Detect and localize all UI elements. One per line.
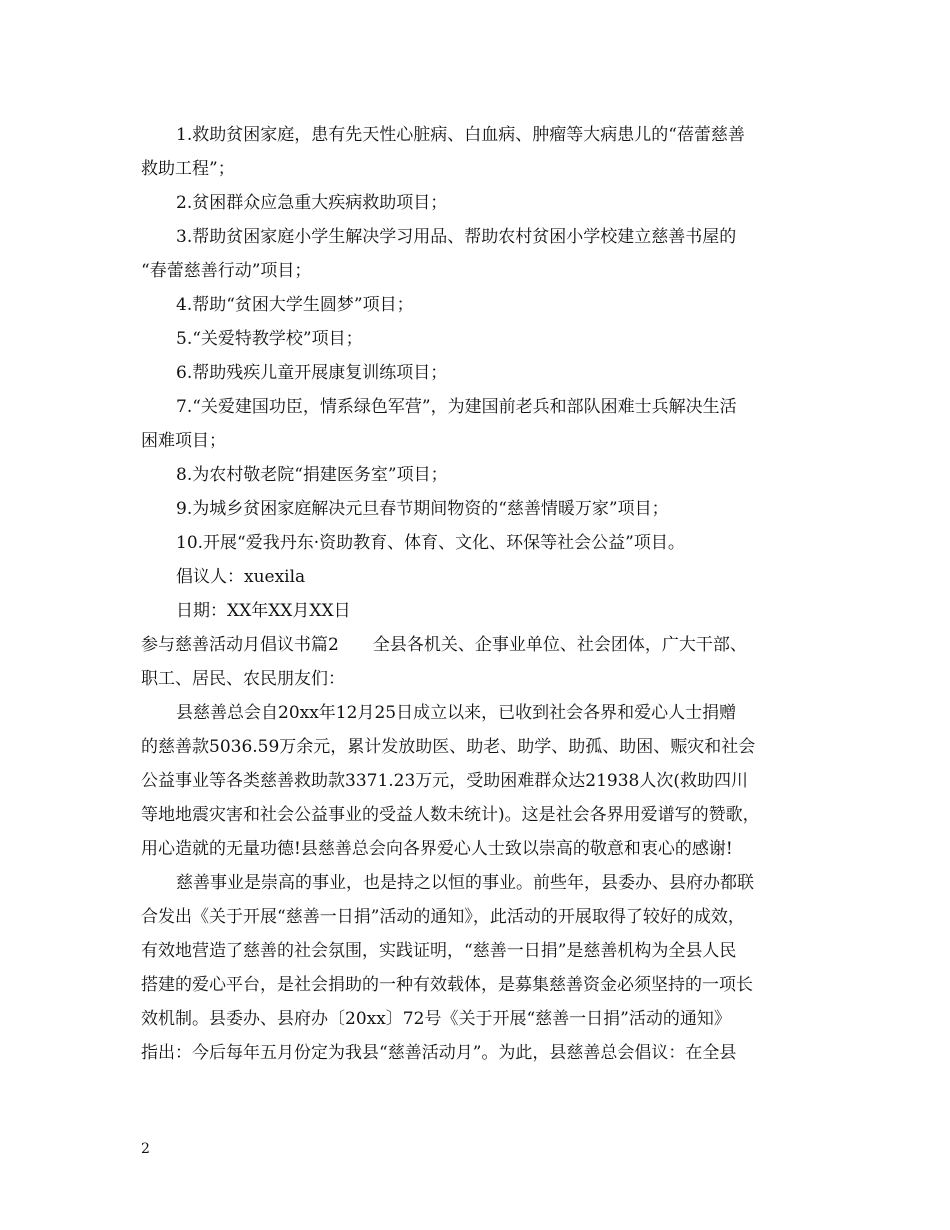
paragraph-2-line-4: 搭建的爱心平台，是社会捐助的一种有效载体，是募集慈善资金必须坚持的一项长 — [141, 975, 753, 995]
list-item-3-line-2: “春蕾慈善行动”项目； — [141, 261, 312, 281]
list-item-1-line-1: 1.救助贫困家庭，患有先天性心脏病、白血病、肿瘤等大病患儿的“蓓蕾慈善 — [176, 125, 745, 145]
paragraph-1-line-5: 用心造就的无量功德!县慈善总会向各界爱心人士致以崇高的敬意和衷心的感谢! — [141, 839, 733, 859]
list-item-5: 5.“关爱特教学校”项目； — [176, 329, 363, 349]
paragraph-1-line-4: 等地地震灾害和社会公益事业的受益人数未统计)。这是社会各界用爱谱写的赞歌， — [141, 805, 760, 825]
page-number: 2 — [141, 1141, 150, 1157]
list-item-7-line-1: 7.“关爱建国功臣，情系绿色军营”，为建国前老兵和部队困难士兵解决生活 — [176, 397, 737, 417]
list-item-10: 10.开展“爱我丹东·资助教育、体育、文化、环保等社会公益”项目。 — [176, 533, 685, 553]
paragraph-2-line-2: 合发出《关于开展“慈善一日捐”活动的通知》，此活动的开展取得了较好的成效， — [141, 907, 745, 927]
section-heading-line-2: 职工、居民、农民朋友们： — [141, 669, 345, 689]
paragraph-2-line-5: 效机制。县委办、县府办〔20xx〕72号《关于开展“慈善一日捐”活动的通知》 — [141, 1009, 731, 1029]
list-item-3-line-1: 3.帮助贫困家庭小学生解决学习用品、帮助农村贫困小学校建立慈善书屋的 — [176, 227, 737, 247]
list-item-4: 4.帮助“贫困大学生圆梦”项目； — [176, 295, 414, 315]
paragraph-1-line-2: 的慈善款5036.59万余元，累计发放助医、助老、助学、助孤、助困、赈灾和社会 — [141, 737, 756, 757]
paragraph-1-line-3: 公益事业等各类慈善救助款3371.23万元，受助困难群众达21938人次(救助四川 — [141, 771, 749, 791]
list-item-1-line-2: 救助工程”； — [141, 159, 235, 179]
list-item-7-line-2: 困难项目； — [141, 431, 226, 451]
proposer-line: 倡议人：xuexila — [176, 567, 306, 587]
paragraph-1-line-1: 县慈善总会自20xx年12月25日成立以来，已收到社会各界和爱心人士捐赠 — [176, 703, 737, 723]
paragraph-2-line-1: 慈善事业是崇高的事业，也是持之以恒的事业。前些年，县委办、县府办都联 — [176, 873, 754, 893]
date-line: 日期：XX年XX月XX日 — [176, 601, 351, 621]
paragraph-2-line-3: 有效地营造了慈善的社会氛围，实践证明，“慈善一日捐”是慈善机构为全县人民 — [141, 941, 737, 961]
list-item-8: 8.为农村敬老院“捐建医务室”项目； — [176, 465, 448, 485]
list-item-2: 2.贫困群众应急重大疾病救助项目； — [176, 193, 448, 213]
list-item-6: 6.帮助残疾儿童开展康复训练项目； — [176, 363, 448, 383]
paragraph-2-line-6: 指出：今后每年五月份定为我县“慈善活动月”。为此，县慈善总会倡议：在全县 — [141, 1043, 737, 1063]
list-item-9: 9.为城乡贫困家庭解决元旦春节期间物资的“慈善情暖万家”项目； — [176, 499, 669, 519]
section-heading-line-1: 参与慈善活动月倡议书篇2 全县各机关、企事业单位、社会团体，广大干部、 — [141, 635, 747, 655]
